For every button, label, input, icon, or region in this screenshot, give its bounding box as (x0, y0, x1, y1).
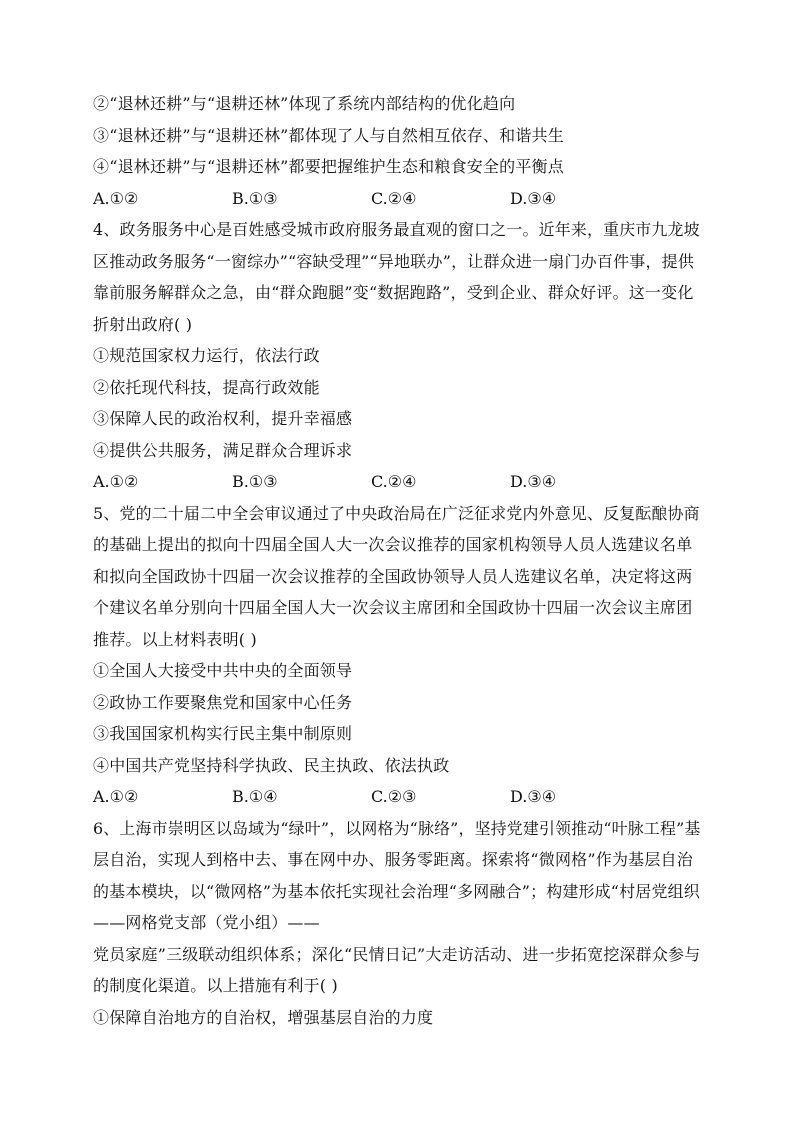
q5-option-c: C.②③ (371, 787, 417, 806)
q6-stem-line: 的制度化渠道。以上措施有利于( ) (93, 976, 338, 995)
q5-stem-line: 推荐。以上材料表明( ) (93, 630, 257, 649)
q4-options (93, 472, 653, 492)
q4-statement-2: ②依托现代科技，提高行政效能 (93, 378, 320, 397)
q4-statement-3: ③保障人民的政治权利，提升幸福感 (93, 409, 353, 428)
q3-statement-4: ④“退林还耕”与“退耕还林”都要把握维护生态和粮食安全的平衡点 (93, 157, 564, 176)
q3-statement-2: ②“退林还耕”与“退耕还林”体现了系统内部结构的优化趋向 (93, 94, 516, 113)
q6-stem-line: 党员家庭”三级联动组织体系；深化“民情日记”大走访活动、进一步拓宽挖深群众参与 (93, 945, 701, 964)
q6-statement-1: ①保障自治地方的自治权，增强基层自治的力度 (93, 1008, 434, 1027)
q5-option-a: A.①② (93, 787, 139, 806)
q4-option-b: B.①③ (232, 472, 278, 491)
q4-stem-line: 4、政务服务中心是百姓感受城市政府服务最直观的窗口之一。近年来，重庆市九龙坡 (93, 220, 700, 239)
q4-statement-1: ①规范国家权力运行，依法行政 (93, 346, 320, 365)
q4-stem-line: 折射出政府( ) (93, 315, 193, 334)
q3-option-c: C.②④ (371, 189, 417, 208)
q3-option-b: B.①③ (232, 189, 278, 208)
q4-statement-4: ④提供公共服务，满足群众合理诉求 (93, 441, 353, 460)
q4-stem-line: 区推动政务服务“一窗综办”“容缺受理”“异地联办”，让群众进一扇门办百件事，提供 (93, 252, 695, 271)
q5-statement-1: ①全国人大接受中共中央的全面领导 (93, 661, 353, 680)
q5-stem-line: 个建议名单分别向十四届全国人大一次会议主席团和全国政协十四届一次会议主席团 (93, 598, 693, 617)
q6-stem-line: 6、上海市崇明区以岛域为“绿叶”，以网格为“脉络”，坚持党建引领推动“叶脉工程”基 (93, 819, 701, 838)
q3-statement-3: ③“退林还耕”与“退耕还林”都体现了人与自然相互依存、和谐共生 (93, 126, 564, 145)
q4-stem-line: 靠前服务解群众之急，由“群众跑腿”变“数据跑路”，受到企业、群众好评。这一变化 (93, 283, 694, 302)
q5-options (93, 787, 653, 807)
q3-options (93, 189, 653, 209)
q4-option-d: D.③④ (510, 472, 557, 491)
q6-stem-line: 的基本模块，以“微网格”为基本依托实现社会治理“多网融合”；构建形成“村居党组织 (93, 882, 700, 901)
q5-statement-3: ③我国国家机构实行民主集中制原则 (93, 724, 353, 743)
q5-stem-line: 的基础上提出的拟向十四届全国人大一次会议推荐的国家机构领导人员人选建议名单 (93, 535, 693, 554)
q5-stem-line: 5、党的二十届二中全会审议通过了中央政治局在广泛征求党内外意见、反复酝酿协商 (93, 504, 700, 523)
q3-option-a: A.①② (93, 189, 139, 208)
q5-stem-line: 和拟向全国政协十四届一次会议推荐的全国政协领导人员人选建议名单，决定将这两 (93, 567, 693, 586)
q6-stem-line: 层自治，实现人到格中去、事在网中办、服务零距离。探索将“微网格”作为基层自治 (93, 850, 693, 869)
q4-option-a: A.①② (93, 472, 139, 491)
q5-statement-2: ②政协工作要聚焦党和国家中心任务 (93, 693, 353, 712)
q4-option-c: C.②④ (371, 472, 417, 491)
q3-option-d: D.③④ (510, 189, 557, 208)
q6-stem-line: ——网格党支部（党小组）—— (93, 913, 320, 932)
q5-option-b: B.①④ (232, 787, 278, 806)
q5-statement-4: ④中国共产党坚持科学执政、民主执政、依法执政 (93, 756, 450, 775)
q5-option-d: D.③④ (510, 787, 557, 806)
